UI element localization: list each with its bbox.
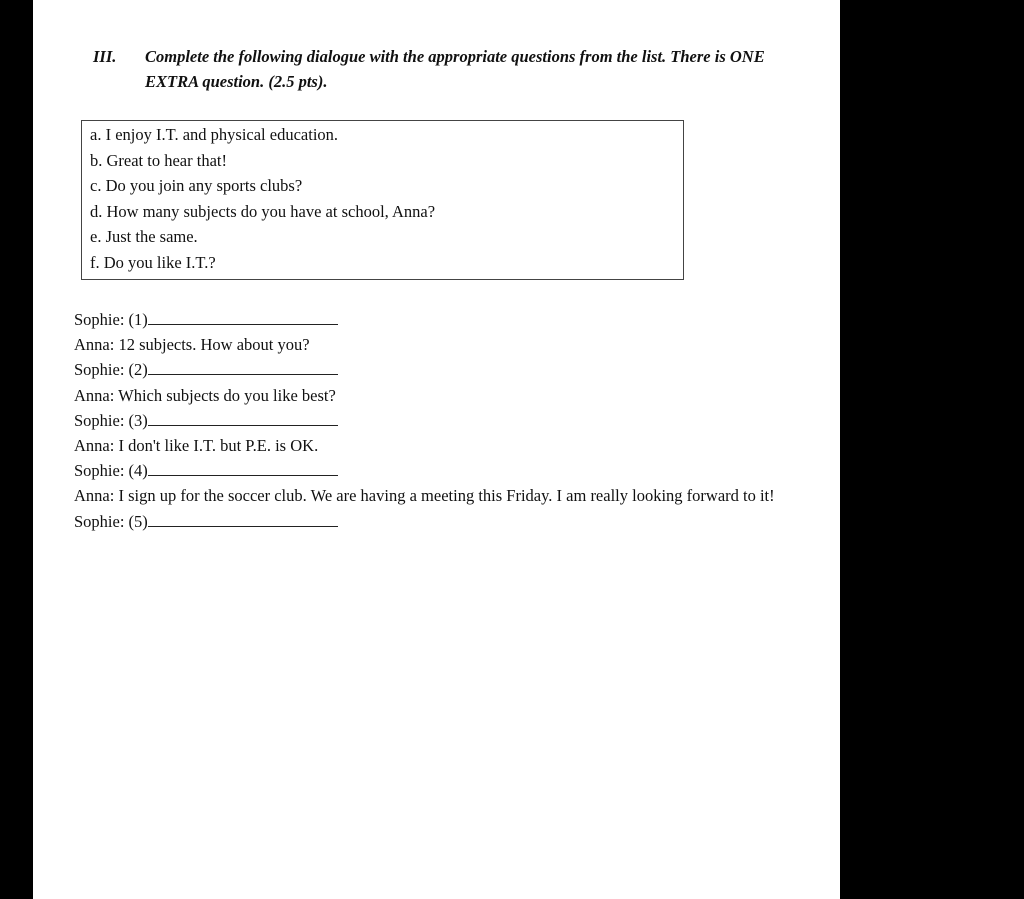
option-a: a. I enjoy I.T. and physical education. bbox=[90, 125, 339, 144]
answer-blank-5[interactable] bbox=[148, 512, 338, 527]
dialogue-line-sophie-2 bbox=[74, 357, 794, 382]
answer-blank-1[interactable] bbox=[148, 310, 338, 325]
option-c: c. Do you join any sports clubs? bbox=[90, 176, 303, 196]
speaker-line-text: Sophie: (5) bbox=[74, 511, 148, 531]
options-box bbox=[81, 120, 684, 280]
speaker-line-text: Sophie: (2) bbox=[74, 360, 148, 380]
speaker-line-text: Sophie: (3) bbox=[74, 410, 148, 430]
option-d: d. How many subjects do you have at school, Anna? bbox=[90, 201, 436, 221]
dialogue-line-sophie-1 bbox=[74, 307, 794, 332]
dialogue-line-sophie-4 bbox=[74, 458, 794, 483]
option-b: b. Great to hear that! bbox=[90, 150, 227, 170]
dialogue bbox=[74, 307, 794, 534]
section-number: III. bbox=[93, 47, 117, 66]
dialogue-line-anna-2: Anna: Which subjects do you like best? bbox=[74, 385, 336, 405]
speaker-line-text: Sophie: (1) bbox=[74, 310, 148, 329]
instruction-text: Complete the following dialogue with the appropriate questions from the list. There is ONE EXTRA question. (2.5 pts). bbox=[145, 47, 765, 91]
dialogue-line-sophie-3 bbox=[74, 408, 794, 433]
answer-blank-2[interactable] bbox=[148, 360, 338, 375]
dialogue-line-anna-4: Anna: I sign up for the soccer club. We are having a meeting this Friday. I am really looking forward to it! bbox=[74, 486, 775, 506]
dialogue-line-anna-3: Anna: I don't like I.T. but P.E. is OK. bbox=[74, 436, 319, 456]
option-f: f. Do you like I.T.? bbox=[90, 252, 216, 272]
option-e: e. Just the same. bbox=[90, 227, 198, 247]
dialogue-line-anna-1: Anna: 12 subjects. How about you? bbox=[74, 335, 310, 355]
dialogue-line-sophie-5 bbox=[74, 509, 794, 534]
answer-blank-4[interactable] bbox=[148, 461, 338, 476]
section-instruction bbox=[93, 44, 813, 94]
speaker-line-text: Sophie: (4) bbox=[74, 461, 148, 481]
answer-blank-3[interactable] bbox=[148, 411, 338, 426]
worksheet-page bbox=[33, 0, 840, 899]
